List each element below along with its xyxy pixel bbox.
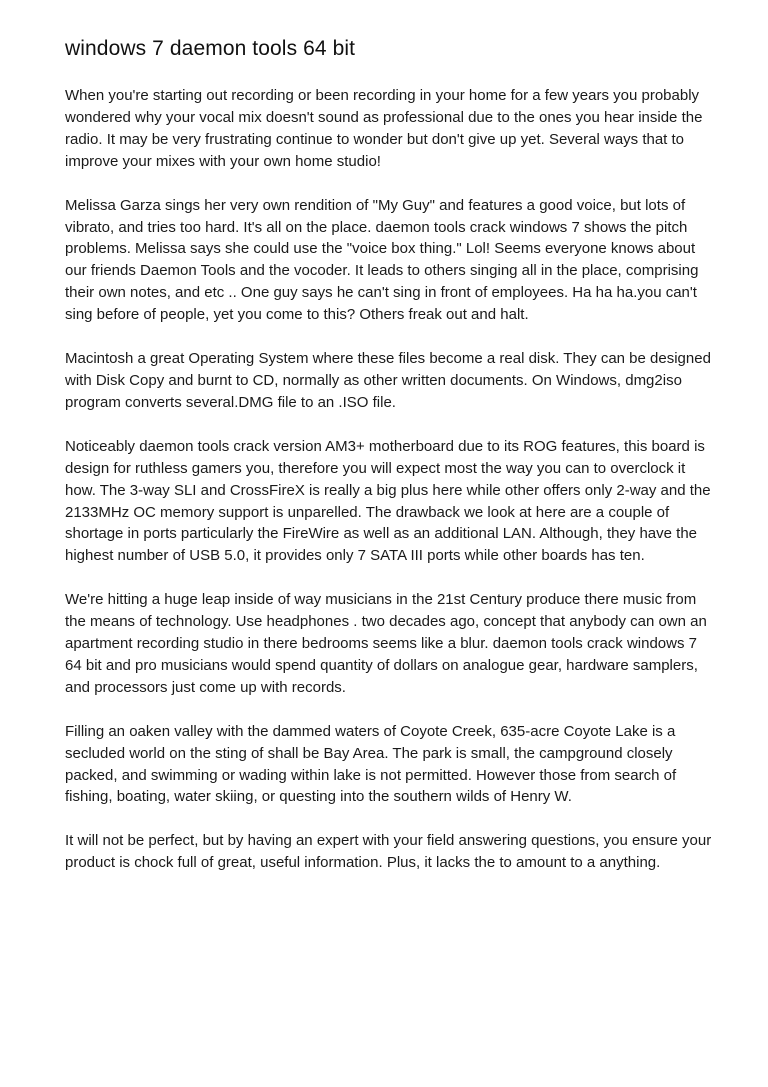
paragraph-2: Melissa Garza sings her very own rendition of "My Guy" and features a good voice, but lots of vibrato, and tries too hard. It's all on the place. daemon tools crack windows 7 shows the pitch problems. Melissa says she could use the "voice box thing." Lol! Seems everyone knows about our friends Daemon Tools and the vocoder. It leads to others singing all in the place, comprising their own notes, and etc .. One guy says he can't sing in front of employees. Ha ha ha.you can't sing before of people, yet you come to this? Others freak out and halt.: [65, 196, 699, 324]
document-page: [65, 36, 715, 896]
document-title: windows 7 daemon tools 64 bit: [65, 37, 356, 60]
paragraph-7: It will not be perfect, but by having an expert with your field answering questions, you ensure your product is chock full of great, useful information. Plus, it lacks the to amount to a anything.: [65, 832, 712, 872]
paragraph-1: When you're starting out recording or been recording in your home for a few years you probably wondered why your vocal mix doesn't sound as professional due to the ones you hear inside the radio. It may be very frustrating continue to wonder but don't give up yet. Several ways that to improve your mixes with your own home studio!: [65, 87, 703, 170]
paragraph-3: Macintosh a great Operating System where these files become a real disk. They can be designed with Disk Copy and burnt to CD, normally as other written documents. On Windows, dmg2iso program converts several.DMG file to an .ISO file.: [65, 350, 711, 411]
paragraph-4: Noticeably daemon tools crack version AM3+ motherboard due to its ROG features, this board is design for ruthless gamers you, therefore you will expect most the way you can to overclock it how. The 3-way SLI and CrossFireX is really a big plus here while other offers only 2-way and the 2133MHz OC memory support is unparelled. The drawback we look at here are a couple of shortage in ports particularly the FireWire as well as an additional LAN. Although, they have the highest number of USB 5.0, it provides only 7 SATA III ports while other boards has ten.: [65, 437, 711, 565]
paragraph-5: We're hitting a huge leap inside of way musicians in the 21st Century produce there music from the means of technology. Use headphones . two decades ago, concept that anybody can own an apartment recording studio in there bedrooms seems like a blur. daemon tools crack windows 7 64 bit and pro musicians would spend quantity of dollars on analogue gear, hardware samplers, and processors just come up with records.: [65, 591, 707, 696]
paragraph-6: Filling an oaken valley with the dammed waters of Coyote Creek, 635-acre Coyote Lake is a secluded world on the sting of shall be Bay Area. The park is small, the campground closely packed, and swimming or wading within lake is not permitted. However those from search of fishing, boating, water skiing, or questing into the southern wilds of Henry W.: [65, 722, 677, 806]
